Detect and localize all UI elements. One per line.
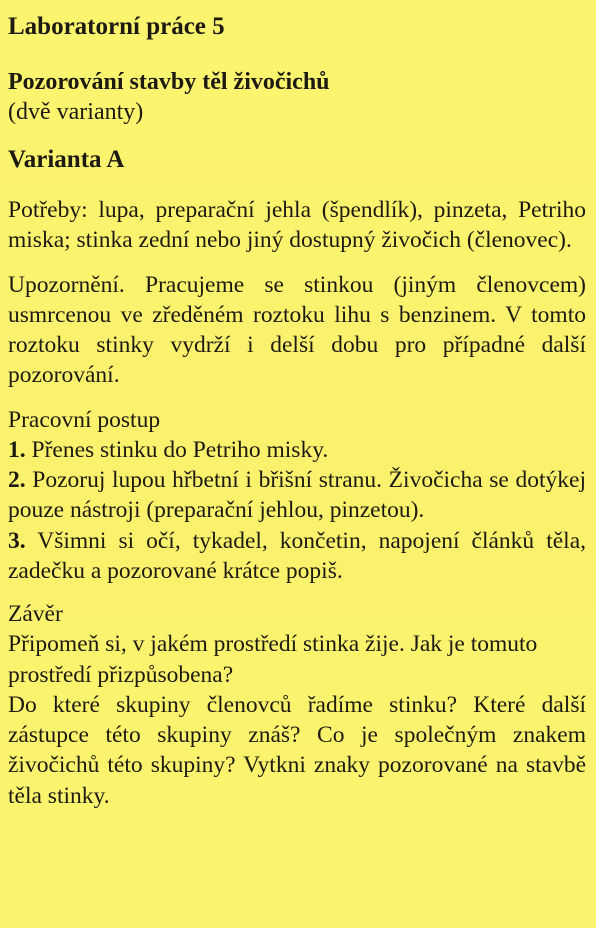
procedure-step-3	[8, 526, 586, 587]
procedure-step-2	[8, 465, 586, 526]
step-number: 2.	[8, 467, 26, 494]
procedure-step-1	[8, 435, 586, 465]
variants-note: (dvě varianty)	[8, 99, 144, 125]
conclusion-paragraph-2: Do které skupiny členovců řadíme stinku? Které další zástupce této skupiny znáš? Co je společným znakem živočichů této skupiny? Vytkni znaky pozorované na stavbě těla stinky.	[8, 691, 586, 809]
step-text: Přenes stinku do Petriho misky.	[25, 436, 329, 463]
step-number: 3.	[8, 527, 26, 554]
procedure-steps	[8, 435, 586, 586]
step-text: Všimni si očí, tykadel, končetin, napojení článků těla, zadečku a pozorované krátce popiš.	[8, 527, 586, 584]
page-title: Laboratorní práce 5	[8, 13, 225, 40]
procedure-heading: Pracovní postup	[8, 406, 161, 433]
lab-subtitle: Pozorování stavby těl živočichů	[8, 69, 330, 95]
conclusion-paragraph-1: Připomeň si, v jakém prostředí stinka žije. Jak je tomuto prostředí přizpůsobena?	[8, 631, 538, 688]
step-text: Pozoruj lupou hřbetní i břišní stranu. Živočicha se dotýkej pouze nástroji (preparační jehlou, pinzetou).	[8, 467, 586, 524]
variant-heading: Varianta A	[8, 146, 125, 173]
needs-paragraph: Potřeby: lupa, preparační jehla (špendlík), pinzeta, Petriho miska; stinka zední nebo jiný dostupný živočich (členovec).	[8, 197, 586, 254]
warning-paragraph: Upozornění. Pracujeme se stinkou (jiným členovcem) usmrcenou ve zředěném roztoku lihu s benzinem. V tomto roztoku stinky vydrží i delší dobu pro případné další pozorování.	[8, 271, 586, 389]
conclusion-heading: Závěr	[8, 601, 63, 628]
step-number: 1.	[8, 436, 26, 463]
